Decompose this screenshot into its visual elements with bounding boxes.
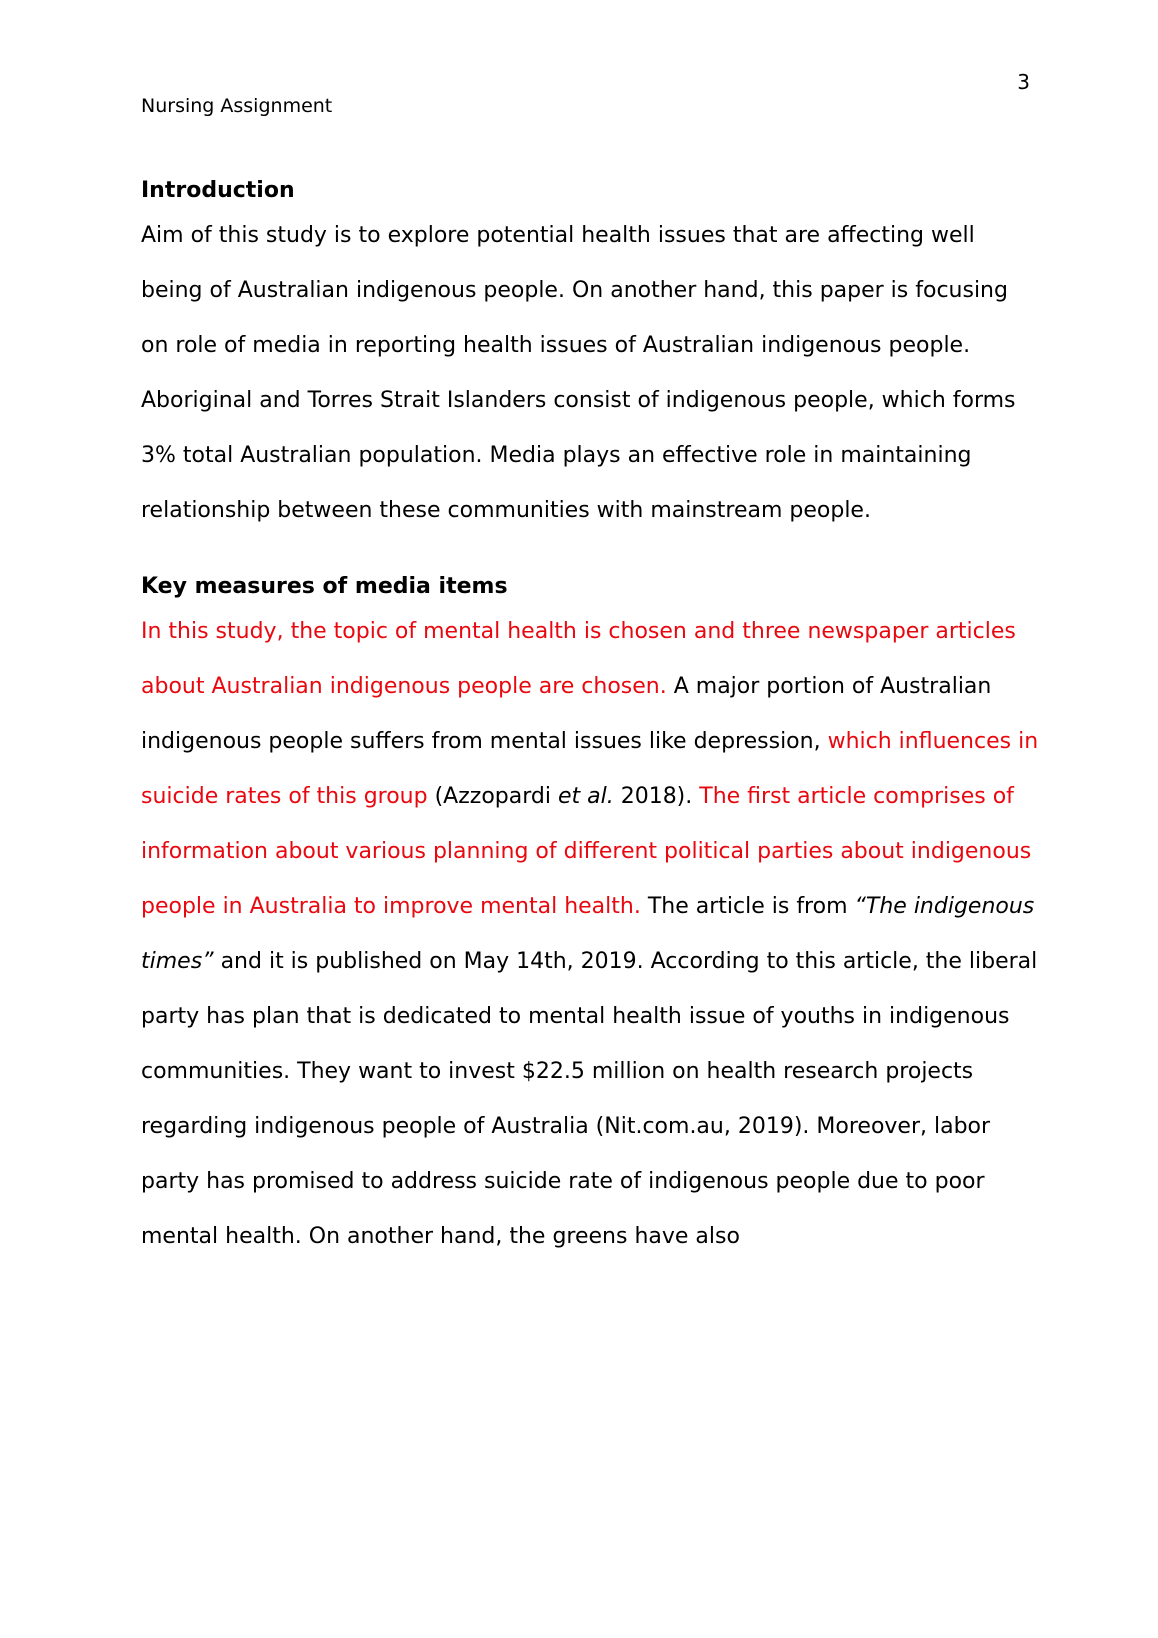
introduction-paragraph: Aim of this study is to explore potential health issues that are affecting well being of Australian indigenous people. On another hand, this paper is focusing on role of media in reporting health issues of Australian indigenous people. Aboriginal and Torres Strait Islanders consist of indigenous people, which forms 3% total Australian population. Media plays an effective role in maintaining relationship between these communities with mainstream people. [141,223,1016,523]
paragraph-text: and it is published on May 14th, 2019. According to this article, the liberal party has plan that is dedicated to mental health issue of youths in indigenous communities. They want to invest $22.5 million on health research projects regarding indigenous people of Australia (Nit.com.au, 2019). Moreover, labor party has promised to address suicide rate of indigenous people due to poor mental health. On another hand, the greens have also [141,949,1038,1249]
citation-text: 2018). [613,784,700,809]
citation-et-al: et al. [557,784,614,809]
page-number: 3 [1017,70,1030,94]
highlighted-text: In this study, the topic of mental health is chosen and three newspaper articles about Australian indigenous people are chosen. [141,619,1016,699]
key-measures-paragraph [141,604,1041,1264]
introduction-heading: Introduction [141,178,295,203]
paragraph-text: A major portion of Australian indigenous people suffers from mental issues like depression, [141,674,992,754]
document-body [141,174,1041,1264]
highlighted-text: which influences in suicide rates of this group [141,729,1039,809]
running-header: Nursing Assignment [141,95,333,117]
citation-text: (Azzopardi [427,784,558,809]
highlighted-text: The first article comprises of information about various planning of different political parties about indigenous people in Australia to improve mental health. [141,784,1032,919]
paragraph-text: The article is from [640,894,855,919]
key-measures-heading: Key measures of media items [141,574,508,599]
newspaper-title: “The indigenous times” [141,894,1035,974]
